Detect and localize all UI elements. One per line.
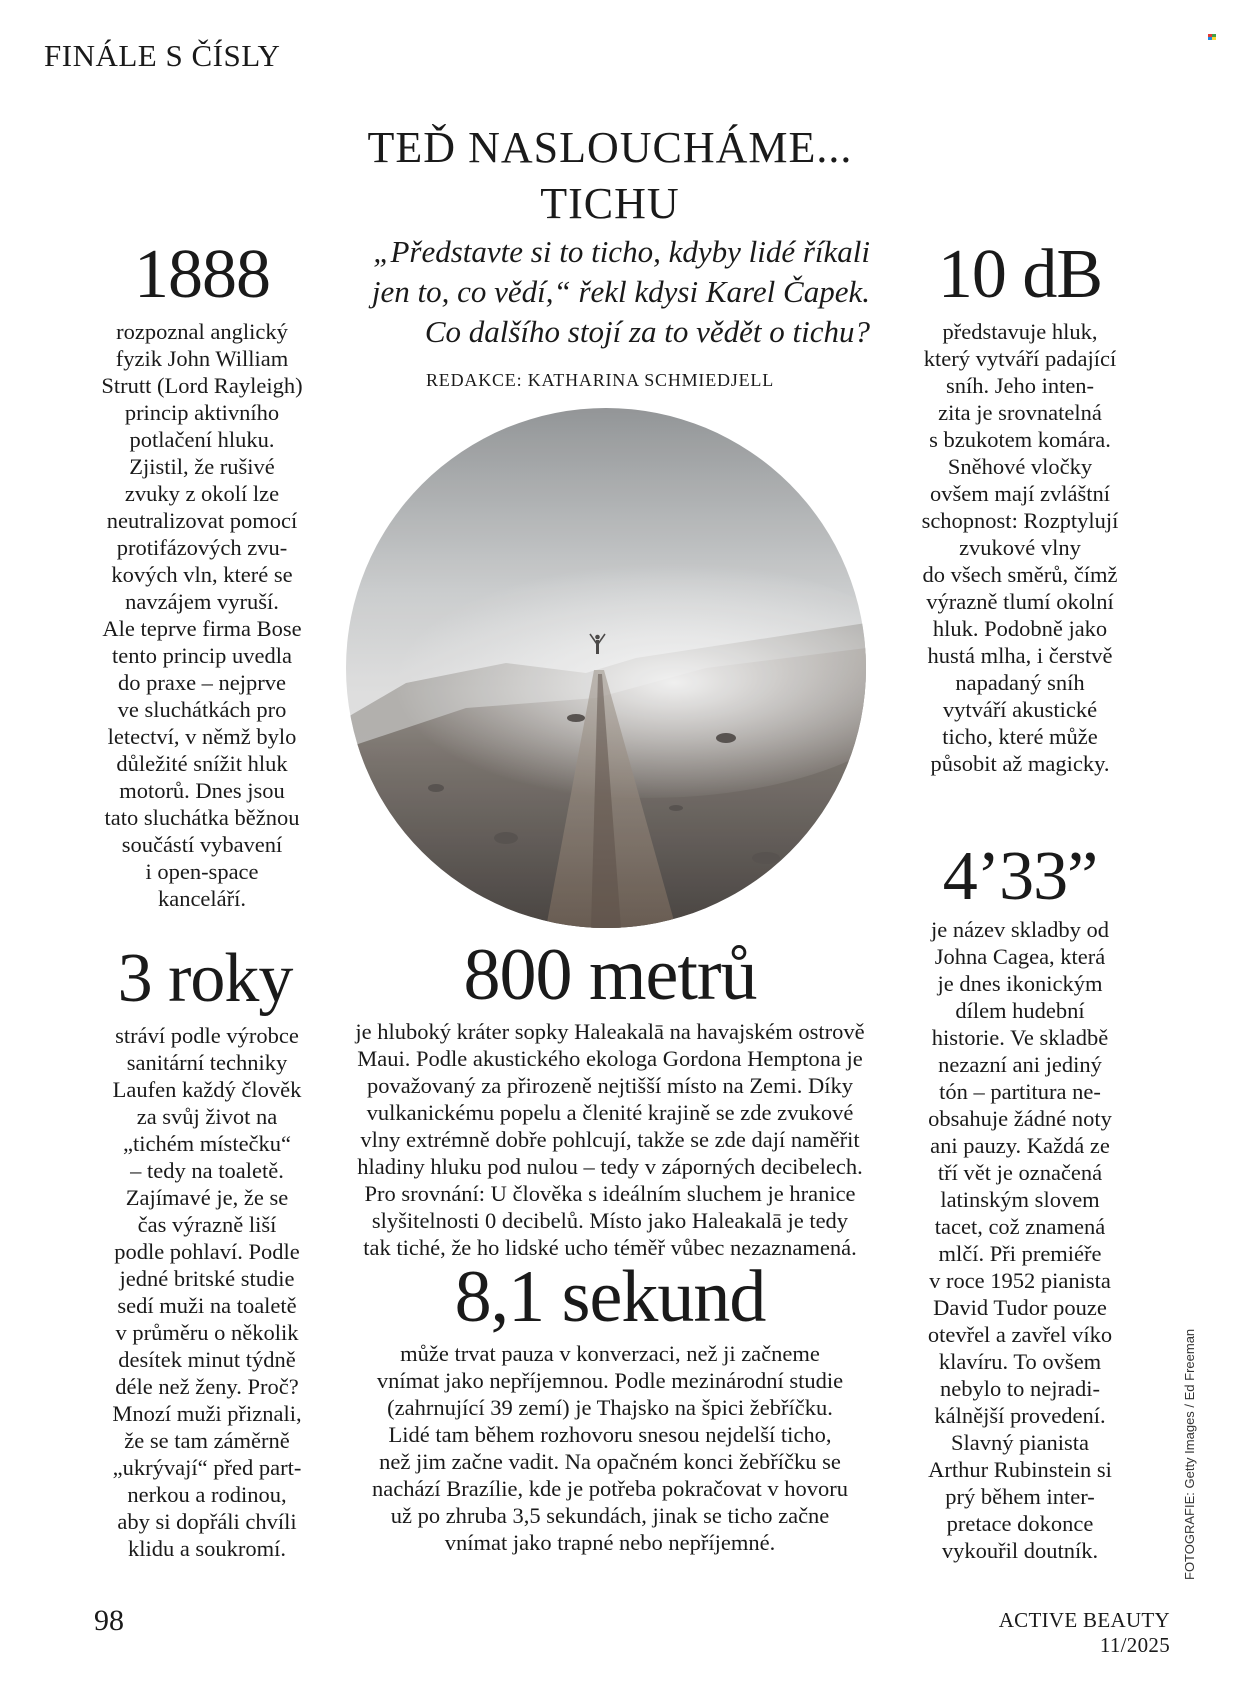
fact-text-8-1-sekund: může trvat pauza v konverzaci, než ji začneme vnímat jako nepříjemnou. Podle mezinárodní studie (zahrnující 39 zemí) je Thajsko na špici žebříčku. Lidé tam během rozhovoru snesou nejdelší ticho, než jim začne vadit. Na opačném konci žebříčku se nachází Brazílie, kde je potřeba pokračovat v hovoru už po zhruba 3,5 sekundách, jinak se ticho začne vnímat jako trapné nebo nepříjemné.	[371, 1341, 849, 1555]
corner-marker-icon	[1208, 34, 1218, 42]
photo-credit: FOTOGRAFIE: Getty Images / Ed Freeman	[1182, 1328, 1197, 1580]
byline: REDAKCE: KATHARINA SCHMIEDJELL	[426, 370, 774, 390]
fact-number-10db: 10 dB	[937, 236, 1103, 313]
page-number: 98	[94, 1604, 124, 1637]
fact-number-433: 4’33”	[942, 838, 1098, 915]
section-title: FINÁLE S ČÍSLY	[44, 38, 281, 73]
fact-number-8-1-sekund: 8,1 sekund	[454, 1256, 766, 1338]
fact-text-433: je název skladby od Johna Cagea, která je dnes ikonickým dílem hudební historie. Ve skladbě nezazní ani jediný tón – partitura ne- obsahuje žádné noty ani pauzy. Každá ze tří vět je označená latinským slovem tacet, což znamená mlčí. Při premiéře v roce 1952 pianista David Tudor pouze otevřel a zavřel víko klavíru. To ovšem nebylo to nejradi- kálnější provedení. Slavný pianista Arthur Rubinstein si prý během inter- pretace dokonce vykouřil doutník.	[927, 917, 1113, 1563]
landscape-illustration	[346, 408, 866, 928]
fact-text-10db: představuje hluk, který vytváří padající sníh. Jeho inten- zita je srovnatelná s bzukotem komára. Sněhové vločky ovšem mají zvláštní schopnost: Rozptylují zvukové vlny do všech směrů, čímž výrazně tlumí okolní hluk. Podobně jako hustá mlha, i čerstvě napadaný sníh vytváří akustické ticho, které může působit až magicky.	[921, 319, 1119, 776]
fact-text-3-roky: stráví podle výrobce sanitární techniky Laufen každý člověk za svůj život na „tichém místečku“ – tedy na toaletě. Zajímavé je, že se čas výrazně liší podle pohlaví. Podle jedné britské studie sedí muži na toaletě v průměru o několik desítek minut týdně déle než ženy. Proč? Mnozí muži přiznali, že se tam záměrně „ukrývají“ před part- nerkou a rodinou, aby si dopřáli chvíli klidu a soukromí.	[112, 1023, 302, 1561]
fact-number-3-roky: 3 roky	[117, 940, 293, 1017]
fact-number-1888: 1888	[134, 236, 270, 313]
foggy-crater-photo	[346, 408, 866, 928]
fact-number-800-metru: 800 metrů	[463, 934, 757, 1016]
magazine-issue: ACTIVE BEAUTY 11/2025	[998, 1608, 1170, 1657]
page-title: TEĎ NASLOUCHÁME... TICHU	[367, 123, 853, 228]
lede-quote: „Představte si to ticho, kdyby lidé říkali jen to, co vědí,“ řekl kdysi Karel Čapek. Co dalšího stojí za to vědět o tichu?	[371, 234, 870, 349]
fact-text-800-metru: je hluboký kráter sopky Haleakalā na havajském ostrově Maui. Podle akustického ekologa Gordona Hemptona je považovaný za přirozeně nejtišší místo na Zemi. Díky vulkanickému popelu a členité krajině se zde zvukové vlny extrémně dobře pohlcují, takže se zde dají naměřit hladiny hluku pod nulou – tedy v záporných decibelech. Pro srovnání: U člověka s ideálním sluchem je hranice slyšitelnosti 0 decibelů. Místo jako Haleakalā je tedy tak tiché, že ho lidské ucho téměř vůbec nezaznamená.	[355, 1019, 865, 1260]
fact-text-1888: rozpoznal anglický fyzik John William Strutt (Lord Rayleigh) princip aktivního potlačení hluku. Zjistil, že rušivé zvuky z okolí lze neutralizovat pomocí protifázových zvu- kových vln, které se navzájem vyruší. Ale teprve firma Bose tento princip uvedla do praxe – nejprve ve sluchátkách pro letectví, v němž bylo důležité snížit hluk motorů. Dnes jsou tato sluchátka běžnou součástí vybavení i open-space kanceláří.	[101, 319, 303, 911]
